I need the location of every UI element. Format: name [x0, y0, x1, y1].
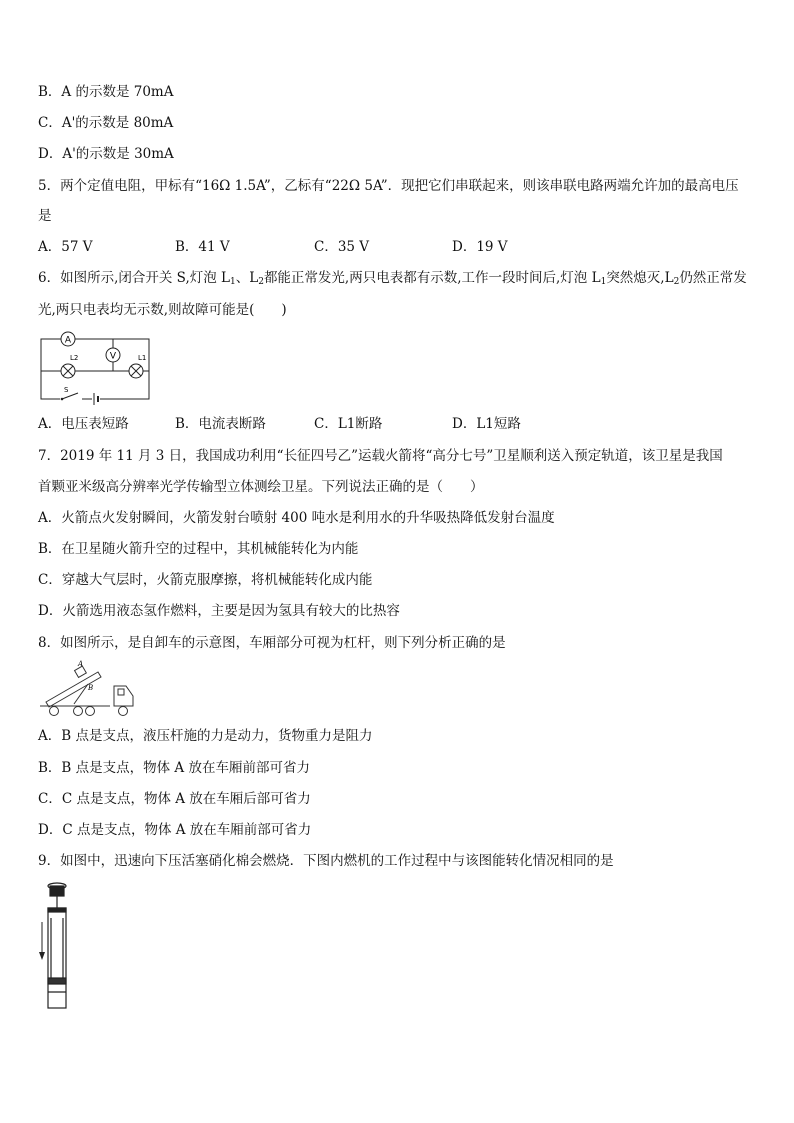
q5-option-d: D．19 V — [452, 239, 508, 255]
q7-option-c: C．穿越大气层时，火箭克服摩擦，将机械能转化成内能 — [38, 572, 373, 588]
battery-symbol — [92, 393, 100, 405]
q5-stem-line1: 5．两个定值电阻，甲标有“16Ω 1.5A”，乙标有“22Ω 5A”．现把它们串联起来，则该串联电路两端允许加的最高电压 — [38, 178, 739, 194]
q8-stem: 8．如图所示，是自卸车的示意图，车厢部分可视为杠杆，则下列分析正确的是 — [38, 635, 506, 651]
q6-stem-part: 6．如图所示,闭合开关 S,灯泡 L — [38, 270, 230, 286]
q6-sub: 1 — [600, 277, 607, 287]
q7-option-d: D．火箭选用液态氢作燃料，主要是因为氢具有较大的比热容 — [38, 603, 400, 619]
ammeter-label: A — [64, 335, 72, 346]
q9-piston-cylinder-figure — [38, 882, 78, 1014]
q8-option-d: D．C 点是支点，物体 A 放在车厢前部可省力 — [38, 822, 312, 838]
q6-stem-part: 仍然正常发 — [679, 270, 747, 286]
q6-sub: 1 — [230, 277, 236, 287]
q6-option-a: A．电压表短路 — [38, 416, 129, 432]
q6-stem-line1 — [38, 268, 747, 292]
q9-stem: 9．如图中，迅速向下压活塞硝化棉会燃烧．下图内燃机的工作过程中与该图能转化情况相同的是 — [38, 853, 614, 869]
voltmeter-label: V — [109, 351, 117, 362]
q8-option-a: A．B 点是支点，液压杆施的力是动力，货物重力是阻力 — [38, 728, 373, 744]
lamp1-symbol — [129, 354, 146, 378]
q5-option-b: B．41 V — [175, 239, 230, 255]
prev-option-b: B．A 的示数是 70mA — [38, 84, 174, 100]
q6-option-d: D．L1短路 — [452, 416, 521, 432]
q5-option-c: C．35 V — [314, 239, 370, 255]
q7-option-a: A．火箭点火发射瞬间，火箭发射台喷射 400 吨水是利用水的升华吸热降低发射台温度 — [38, 510, 555, 526]
switch-label: S — [64, 386, 69, 394]
q7-option-b: B．在卫星随火箭升空的过程中，其机械能转化为内能 — [38, 541, 359, 557]
q6-stem-part: 突然熄灭,L — [606, 270, 674, 286]
switch-symbol — [60, 386, 82, 403]
q7-stem-line2: 首颗亚米级高分辨率光学传输型立体测绘卫星。下列说法正确的是（ ） — [38, 479, 484, 495]
q5-stem-line2: 是 — [38, 208, 52, 224]
down-arrow-icon — [39, 922, 45, 960]
lamp2-symbol — [61, 354, 78, 378]
voltmeter-symbol — [106, 348, 120, 362]
q6-stem-part: 都能正常发光,两只电表都有示数,工作一段时间后,灯泡 L — [263, 270, 601, 286]
q8-option-c: C．C 点是支点，物体 A 放在车厢后部可省力 — [38, 791, 311, 807]
q6-sub: 2 — [673, 277, 680, 287]
q8-dump-truck-figure — [38, 660, 136, 720]
q6-option-c: C．L1断路 — [314, 416, 383, 432]
label-b: B — [88, 684, 94, 692]
label-a: A — [78, 660, 84, 668]
q6-sub: 2 — [258, 277, 264, 287]
q6-stem-part: 、L — [235, 270, 259, 286]
q6-circuit-diagram — [38, 327, 153, 405]
prev-option-d: D．A'的示数是 30mA — [38, 146, 174, 162]
q7-stem-line1: 7．2019 年 11 月 3 日，我国成功利用“长征四号乙”运载火箭将“高分七号”卫星顺利送入预定轨道，该卫星是我国 — [38, 448, 723, 464]
ammeter-symbol — [61, 332, 75, 346]
q5-option-a: A．57 V — [38, 239, 93, 255]
q6-stem-line2: 光,两只电表均无示数,则故障可能是( ) — [38, 302, 287, 318]
q6-option-b: B．电流表断路 — [175, 416, 266, 432]
q8-option-b: B．B 点是支点，物体 A 放在车厢前部可省力 — [38, 760, 310, 776]
lamp2-label: L2 — [70, 354, 79, 362]
lamp1-label: L1 — [138, 354, 147, 362]
prev-option-c: C．A'的示数是 80mA — [38, 115, 174, 131]
